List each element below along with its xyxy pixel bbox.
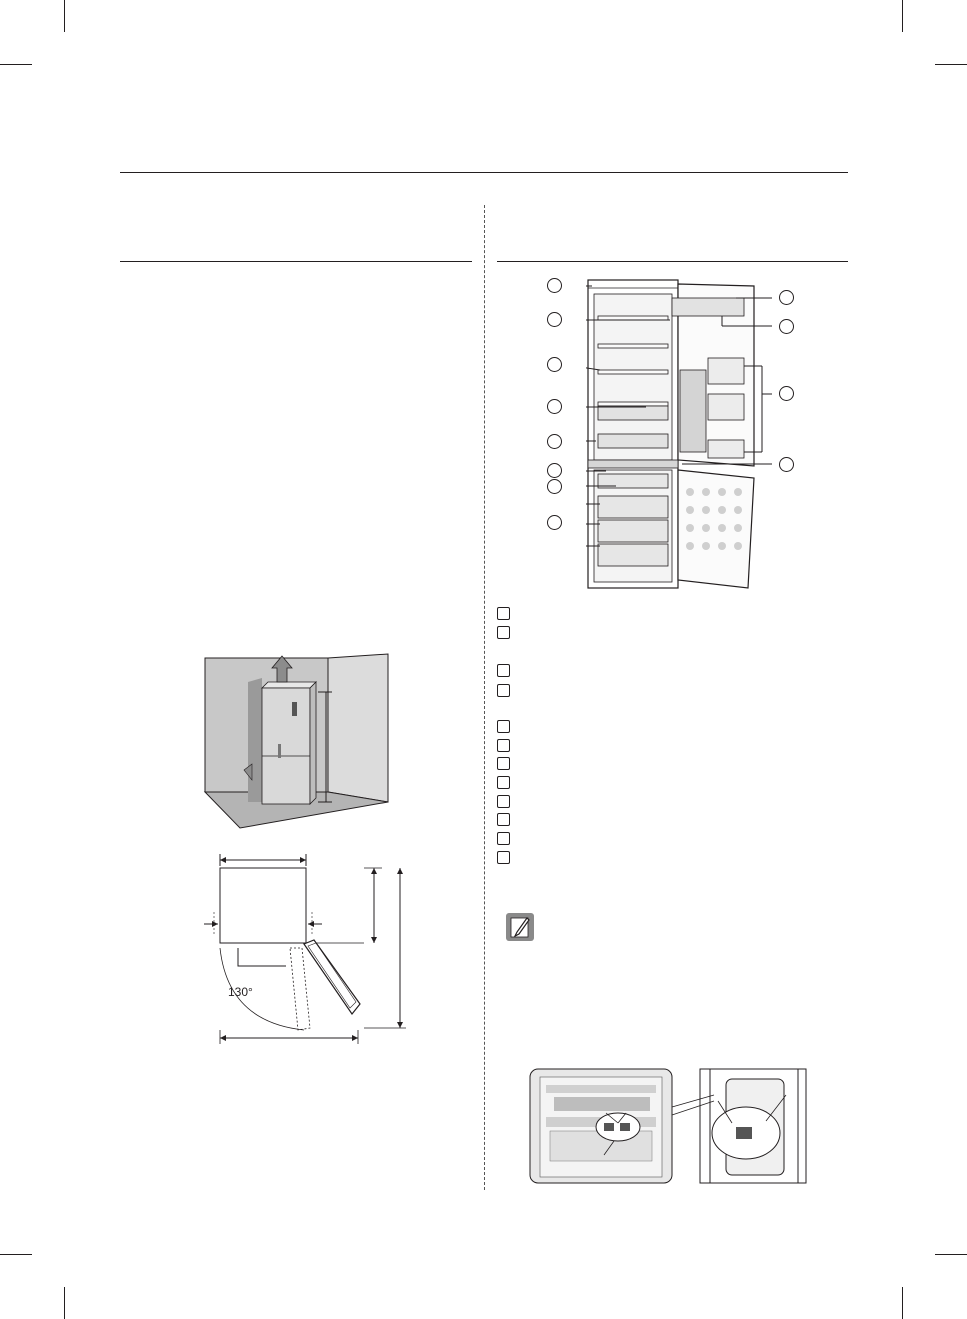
callout-12 [779, 457, 794, 472]
list-item-marker [497, 720, 510, 733]
callout-9 [779, 290, 794, 305]
list-item-marker [497, 795, 510, 808]
fridge-parts-figure [586, 274, 772, 594]
crop-mark-bottom-left-v [64, 1287, 65, 1319]
crop-mark-top-right-v [902, 0, 903, 32]
crop-mark-top-left-h [0, 64, 32, 65]
column-divider [484, 205, 485, 1190]
list-item-marker [497, 851, 510, 864]
angle-label: 130° [228, 985, 253, 999]
list-item-marker [497, 684, 510, 697]
crop-mark-top-left-v [64, 0, 65, 32]
callout-6 [547, 463, 562, 478]
list-item-marker [497, 757, 510, 770]
header-rule [120, 172, 848, 173]
crop-mark-top-right-h [935, 64, 967, 65]
callout-7 [547, 479, 562, 494]
right-column-rule [497, 261, 848, 262]
callout-8 [547, 515, 562, 530]
callout-5 [547, 434, 562, 449]
callout-11 [779, 386, 794, 401]
list-item-marker [497, 607, 510, 620]
note-icon [505, 912, 535, 942]
list-item-marker [497, 813, 510, 826]
callout-2 [547, 312, 562, 327]
callout-1 [547, 278, 562, 293]
crop-mark-bottom-left-h [0, 1254, 32, 1255]
left-column-rule [120, 261, 472, 262]
list-item-marker [497, 626, 510, 639]
door-clearance-figure [198, 852, 410, 1044]
list-item-marker [497, 776, 510, 789]
interior-detail-figure [528, 1067, 810, 1187]
placement-figure [200, 652, 400, 832]
callout-10 [779, 319, 794, 334]
list-item-marker [497, 664, 510, 677]
list-item-marker [497, 739, 510, 752]
callout-3 [547, 357, 562, 372]
crop-mark-bottom-right-v [902, 1287, 903, 1319]
list-item-marker [497, 832, 510, 845]
crop-mark-bottom-right-h [935, 1254, 967, 1255]
callout-4 [547, 399, 562, 414]
